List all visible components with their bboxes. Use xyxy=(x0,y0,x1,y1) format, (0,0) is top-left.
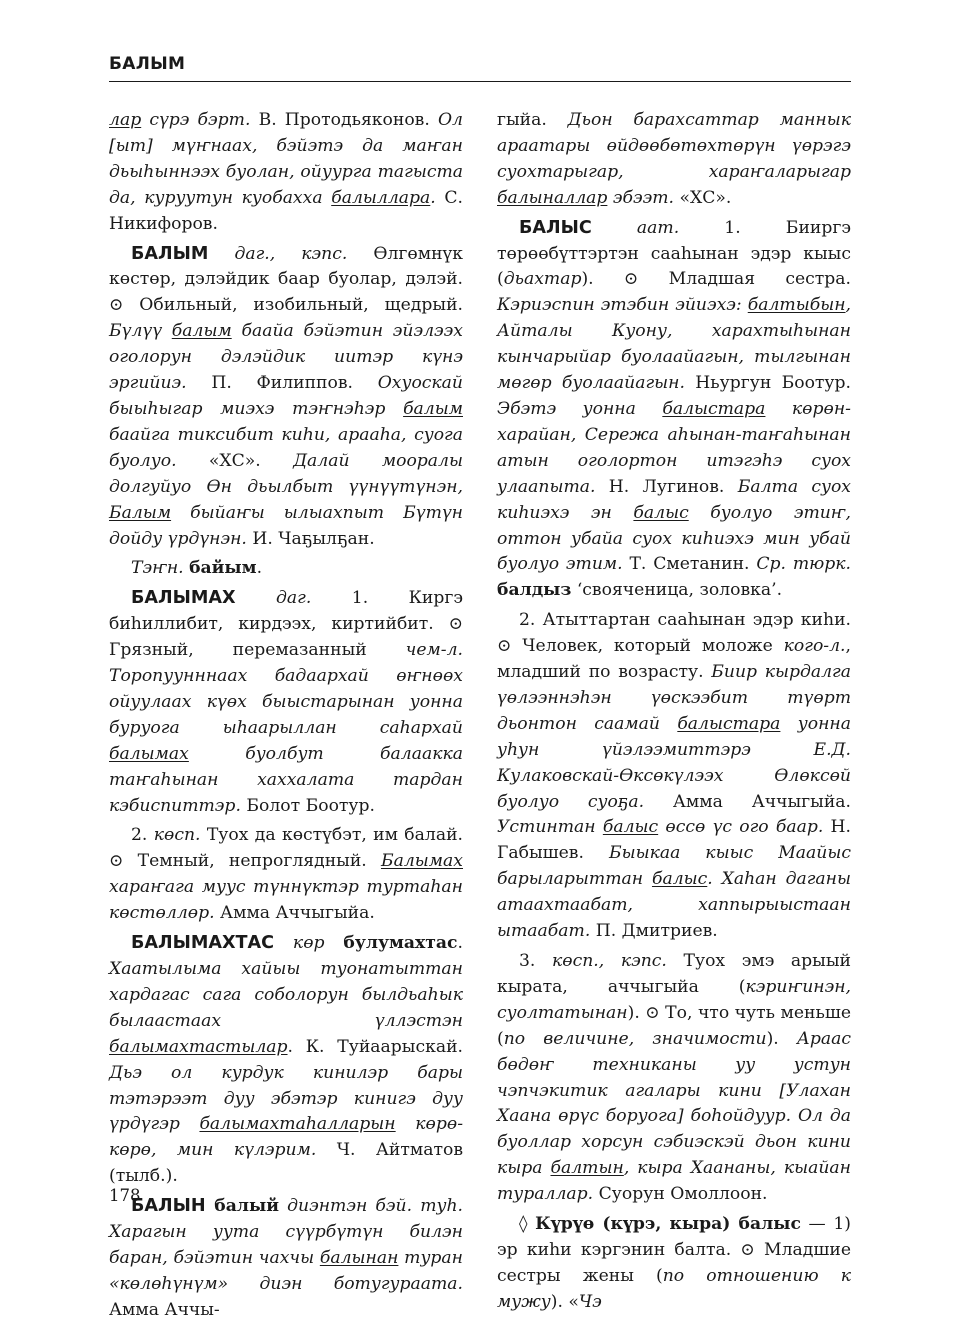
italic-text: Бүлүү xyxy=(109,321,172,342)
italic-text: Араас бөдөҥ техниканы уу устун чэпчэкитик агалары кини [Улахан Хаана өрүс боруога] боһойдуур. Ол да буоллар хорсун сэбиэскэй дьон кини кыра xyxy=(497,1028,852,1179)
example-keyword: Балымах xyxy=(380,851,463,872)
bold-term: булумахтас xyxy=(343,933,458,954)
italic-text: Ср. тюрк. xyxy=(756,554,851,575)
italic-text: быйаҥы ылыахпыт Бүтүн дойду үрдүнэн. xyxy=(109,502,463,549)
italic-text: . xyxy=(430,187,445,208)
bold-term: балдыз xyxy=(497,580,572,601)
italic-text: эбээт. xyxy=(607,187,674,208)
page-header xyxy=(109,54,851,82)
entry-text: Н. Габышев. xyxy=(497,817,851,864)
example-keyword: балымахтастылар xyxy=(109,1036,288,1057)
left-column-entry xyxy=(109,242,463,553)
example-keyword: балтын xyxy=(550,1158,624,1179)
italic-text: Дьон барахсаттар маннык араатары өйдөөбөтөхтөрүн үөрэгэ суохтарыгар, хараҥаларыгар xyxy=(497,110,851,182)
bold-term: балый xyxy=(205,1196,279,1217)
example-keyword: балтыбын xyxy=(747,295,846,316)
example-keyword: балыс xyxy=(602,817,659,838)
italic-text: көр xyxy=(274,933,344,954)
italic-text: туран «көлөһүнүм» диэн ботугураата. xyxy=(109,1247,463,1294)
italic-text: Дьэ ол курдук кинилэр бары тэтэрээт дуу эбэтэр кинигэ дуу үрдүгэр xyxy=(109,1062,463,1135)
example-keyword: балым xyxy=(403,398,463,419)
example-keyword: балыналлар xyxy=(497,187,608,208)
entry-text: «ХС». xyxy=(673,187,732,208)
italic-text: . Хаһан даганы атаахтаабат, хаппырыыстаан ытаабат. xyxy=(497,869,851,942)
italic-text: аат. xyxy=(591,217,680,238)
entry-text: ). « xyxy=(550,1291,579,1312)
example-keyword: балыс xyxy=(633,502,689,523)
entry-text: , младший по возрасту. xyxy=(497,636,851,683)
bold-term: байым xyxy=(189,558,257,579)
entry-text: «ХС». xyxy=(176,450,294,471)
italic-text: Охуоскай быыһыгар миэхэ тэҥнэһэр xyxy=(109,373,463,419)
entry-text: 2. xyxy=(131,825,154,846)
italic-text: Хаатылыма хайыы туонатыттан хардагас сага соболорун былдьаһык былаастаах үллэстэн xyxy=(109,959,463,1031)
entry-text: Н. Лугинов. xyxy=(595,476,738,497)
italic-text: по величине, значимости xyxy=(503,1028,767,1049)
italic-text: сүрэ бэрт. xyxy=(141,110,251,130)
italic-text: көрөн-харайан, Сережа аһынан-таҥаһынан атын оголортон итэгэһэ суох улаапыта. xyxy=(497,398,851,497)
italic-text: , Айталы Куону, харахтыһынан кынчарыйар буолаайагын, тылгынан мөгөр буолаайагын. xyxy=(497,295,851,394)
headword: БАЛЫС xyxy=(519,217,592,238)
entry-text: Т. Сметанин. xyxy=(622,554,757,575)
entry-text: И. Чаҕылҕан. xyxy=(246,528,375,549)
entry-text: 1. Киргэ биһиллибит, кирдээх, киртийбит. ⊙ Грязный, перемазанный xyxy=(109,588,463,661)
left-column-entry xyxy=(109,823,463,927)
running-head: БАЛЫМ xyxy=(109,54,186,74)
entry-text: Туох да көстүбэт, им балай. ⊙ Темный, непроглядный. xyxy=(109,825,463,872)
entry-text: Өлгөмнүк көстөр, дэлэйдик баар буолар, дэлэй. ⊙ Обильный, изобильный, щедрый. xyxy=(109,243,463,316)
right-column-entry xyxy=(497,608,851,945)
bold-term: Күрүө (күрэ, кыра) балыс xyxy=(535,1214,801,1235)
entry-text: . К. Туйаарыскай. xyxy=(287,1036,463,1057)
entry-text: С. Никифоров. xyxy=(109,187,463,234)
italic-text: Тэҥн. xyxy=(131,558,190,579)
italic-text: Быыкаа кыыс Маайыс барыларыттан xyxy=(497,843,851,890)
entry-text: . xyxy=(457,933,463,954)
example-keyword: балыс xyxy=(651,869,708,890)
entry-text: Амма Аччы- xyxy=(109,1299,220,1320)
entry-text: В. Протодьяконов. xyxy=(250,110,438,130)
italic-text: хараҥага муус түннүктэр туртаһан көстөллөр. xyxy=(109,877,463,924)
italic-text: дьахтар xyxy=(503,269,582,290)
entry-text: Амма Аччыгыйа. xyxy=(214,903,375,924)
page-number: 178 xyxy=(109,1186,141,1205)
entry-text: Туох эмэ арыый кырата, аччыгыйа ( xyxy=(497,951,851,997)
italic-text: Чэ xyxy=(578,1291,602,1312)
italic-text: чем-л. Торопуунннаах бадаархай өҥнөөх ойуулаах күөх быыстарынан уонна буруога ыһаарыллан саһархай xyxy=(109,640,463,738)
entry-text: П. Филиппов. xyxy=(186,373,378,394)
example-keyword: балыстара xyxy=(662,398,766,419)
example-keyword: балымахтаһалларын xyxy=(199,1114,396,1135)
italic-text: Кэриэспин этэбин эйиэхэ: xyxy=(497,295,748,316)
italic-text: баайа бэйэтин эйэлээх оголорун дэлэйдик иитэр күнэ эргийиэ. xyxy=(109,321,463,394)
entry-text: — 1) эр киһи кэргэнин балта. ⊙ Младшие сестры жены ( xyxy=(497,1214,851,1286)
right-column xyxy=(497,108,851,1320)
italic-text: өссө үс ого баар. xyxy=(658,817,824,838)
italic-text: диэнтэн бэй. туһ. xyxy=(278,1196,464,1217)
italic-text: уонна уһун үйэлээмиттэрэ Е.Д. Кулаковскай-Өксөкүлээх Өлөксөй буолуо суоҕа. xyxy=(497,713,851,812)
left-column-entry xyxy=(109,586,463,819)
entry-text: . xyxy=(256,558,263,579)
left-column-entry xyxy=(109,108,463,238)
right-column-entry xyxy=(497,1212,851,1316)
headword: БАЛЫМАХТАС xyxy=(131,933,275,954)
italic-text: кэриҥинэн, суолтатынан xyxy=(497,976,851,1023)
italic-text: , кыра Хаананы, кыайан тураллар. xyxy=(497,1158,851,1205)
example-keyword: балыллара xyxy=(331,187,431,208)
example-keyword: Балым xyxy=(109,502,172,523)
entry-text: ). ⊙ Младшая сестра. xyxy=(581,269,851,290)
entry-text: Ч. Айтматов (тылб.). xyxy=(109,1140,463,1187)
example-keyword: лар xyxy=(109,110,142,130)
left-column-entry xyxy=(109,1194,463,1324)
entry-text: ). xyxy=(766,1028,797,1049)
entry-text: Болот Боотур. xyxy=(240,795,375,816)
italic-text: Балта суох киһиэхэ эн xyxy=(497,476,852,523)
entry-text: П. Дмитриев. xyxy=(590,921,718,942)
left-column-entry xyxy=(109,931,463,1190)
headword: БАЛЫМАХ xyxy=(131,588,236,609)
entry-text: ◊ xyxy=(519,1214,536,1235)
entry-text: 3. xyxy=(519,951,552,971)
italic-text: Ол [ыт] мүҥнаах, бэйэтэ да маҥан дьыһыннээх буолан, ойуурга тагыста да, куруутун куобахха xyxy=(109,110,464,208)
entry-text: ). ⊙ То, что чуть меньше ( xyxy=(497,1002,851,1049)
italic-text: баайга тиксибит киһи, арааһа, суога буолуо. xyxy=(109,424,463,471)
example-keyword: балымах xyxy=(109,743,189,764)
italic-text: көрө-көрө, мин күлэрим. xyxy=(109,1114,464,1161)
italic-text: Устинтан xyxy=(497,817,603,838)
italic-text: буолуо этиҥ, оттон убайа суох киһиэхэ мин убай буолуо этим. xyxy=(497,502,852,575)
entry-text: Амма Аччыгыйа. xyxy=(644,791,851,812)
italic-text: көсп. xyxy=(153,825,201,846)
headword: БАЛЫМ xyxy=(131,243,209,264)
headword: БАЛЫН xyxy=(131,1196,206,1217)
example-keyword: балыстара xyxy=(677,713,781,734)
italic-text: кого-л. xyxy=(783,636,846,657)
example-keyword: балынан xyxy=(319,1247,399,1268)
italic-text: Далай мооралы долгуйуо Өн дьылбыт үүнүүтүнэн, xyxy=(109,450,463,497)
entry-text: Суорун Омоллоон. xyxy=(593,1184,768,1205)
entry-text: 1. Бииргэ төрөөбүттэртэн сааһынан эдэр кыыс ( xyxy=(497,217,851,290)
entry-text: гыйа. xyxy=(497,110,568,130)
left-column xyxy=(109,108,463,1328)
example-keyword: балым xyxy=(171,321,232,342)
italic-text: Биир кырдалга үөлээннэһэн үөскээбит түөрт дьонтон саамай xyxy=(497,662,851,734)
italic-text: даг. xyxy=(235,588,312,609)
italic-text: даг., кэпс. xyxy=(208,243,348,264)
italic-text: буолбут балаакка таҥаһынан хаххалата тардан кэбиспиттэр. xyxy=(109,743,463,816)
entry-text: Ньургун Боотур. xyxy=(684,373,851,394)
italic-text: Эбэтэ уонна xyxy=(497,398,663,419)
right-column-entry xyxy=(497,216,851,605)
italic-text: Харагын уута сүүрбүтүн билэн баран, бэйэтин чахчы xyxy=(109,1222,463,1268)
right-column-entry xyxy=(497,108,851,212)
entry-text: 2. Атыттартан сааһынан эдэр киһи. ⊙ Человек, который моложе xyxy=(497,610,851,657)
left-column-entry xyxy=(109,556,463,582)
entry-text: ‘свояченица, золовка’. xyxy=(571,580,783,601)
italic-text: көсп., кэпс. xyxy=(552,951,667,971)
right-column-entry xyxy=(497,949,851,1208)
italic-text: по отношению к мужу xyxy=(497,1265,851,1312)
